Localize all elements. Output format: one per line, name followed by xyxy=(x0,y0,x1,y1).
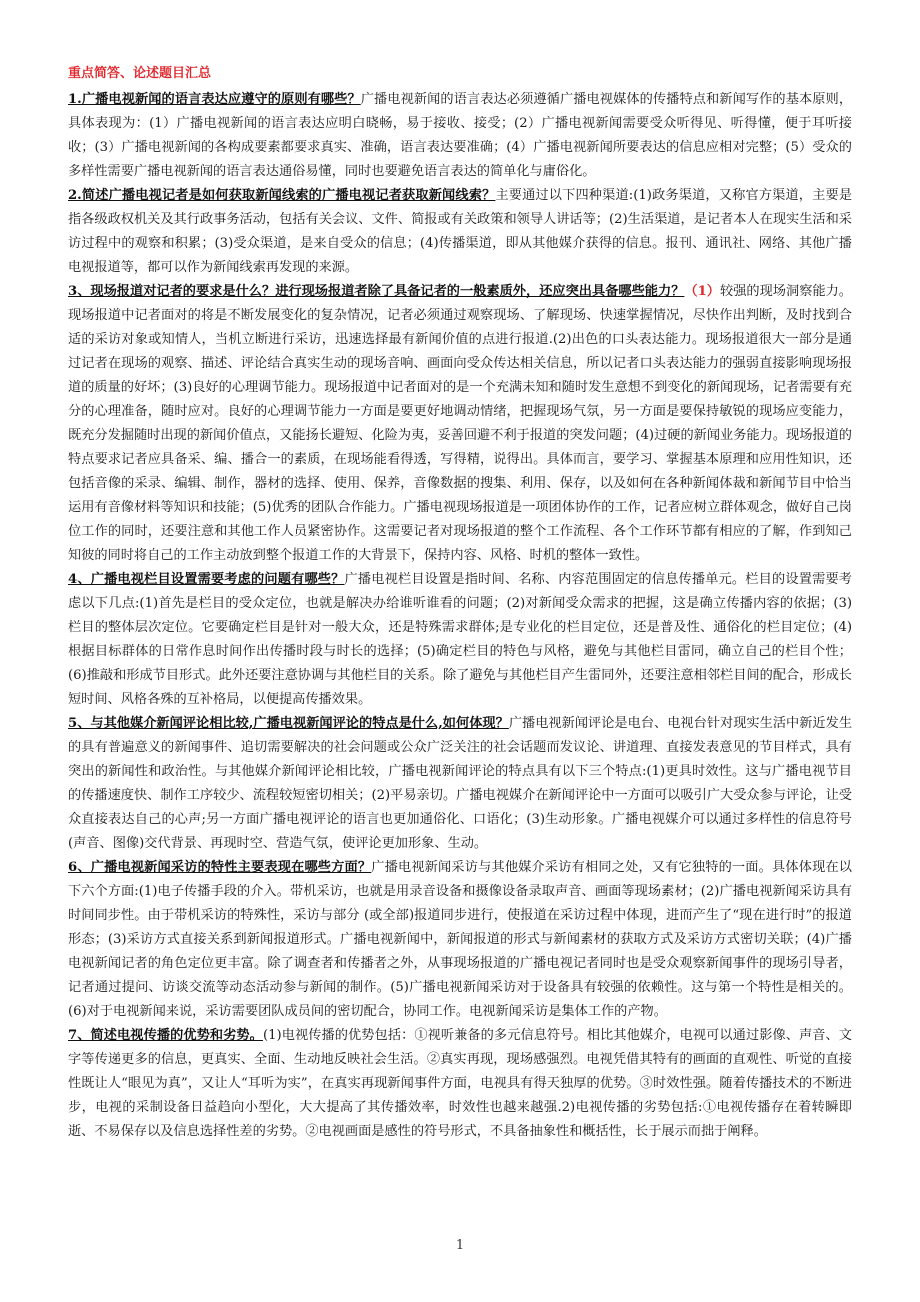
question-5: 5、与其他媒介新闻评论相比较,广播电视新闻评论的特点是什么,如何体现？ xyxy=(68,716,509,731)
answer-6: 广播电视新闻采访与其他媒介采访有相同之处，又有它独特的一面。具体体现在以下六个方面:(1)电子传播手段的介入。带机采访，也就是用录音设备和摄像设备录取声音、画面等现场素材；(2)广播电视新闻采访具有时间同步性。由于带机采访的特殊性，采访与部分 (或全部)报道同步进行，使报道在采访过程中体现，进而产生了“现在进行时”的报道形态；(3)采访方式直接关系到新闻报道形式。广播电视新闻中，新闻报道的形式与新闻素材的获取方式及采访方式密切关联；(4)广播电视新闻记者的角色定位更丰富。除了调查者和传播者之外，从事现场报道的广播电视记者同时也是受众观察新闻事件的现场引导者，记者通过提问、访谈交流等动态活动参与新闻的制作。(5)广播电视新闻采访对于设备具有较强的依赖性。这与第一个特性是相关的。(6)对于电视新闻来说，采访需要团队成员间的密切配合，协同工作。电视新闻采访是集体工作的产物。 xyxy=(68,860,852,1019)
qa-item-2 xyxy=(68,184,852,280)
qa-item-4 xyxy=(68,568,852,712)
qa-item-7 xyxy=(68,1024,852,1144)
question-1: 1.广播电视新闻的语言表达应遵守的原则有哪些？ xyxy=(68,92,361,107)
qa-item-3 xyxy=(68,280,852,568)
question-3: 3、现场报道对记者的要求是什么？进行现场报道者除了具备记者的一般素质外，还应突出具备哪些能力？ xyxy=(68,284,685,299)
answer-4: 广播电视栏目设置是指时间、名称、内容范围固定的信息传播单元。栏目的设置需要考虑以下几点:(1)首先是栏目的受众定位，也就是解决办给谁听谁看的问题；(2)对新闻受众需求的把握，这是确立传播内容的依据；(3)栏目的整体层次定位。它要确定栏目是针对一般大众，还是特殊需求群体;是专业化的栏目定位，还是普及性、通俗化的栏目定位；(4)根据目标群体的日常作息时间作出传播时段与时长的选择；(5)确定栏目的特色与风格，避免与其他栏目雷同，确立自己的栏目个性；(6)推敲和形成节目形式。此外还要注意协调与其他栏目的关系。除了避免与其他栏目产生雷同外，还要注意相邻栏目间的配合，形成长短时间、风格各殊的互补格局，以便提高传播效果。 xyxy=(68,572,852,707)
answer-3-marker: （1） xyxy=(684,284,720,299)
document-body xyxy=(68,62,852,1144)
question-7: 7、简述电视传播的优势和劣势。 xyxy=(68,1028,263,1043)
qa-item-6 xyxy=(68,856,852,1024)
question-6: 6、广播电视新闻采访的特性主要表现在哪些方面？ xyxy=(68,860,372,875)
document-heading: 重点简答、论述题目汇总 xyxy=(68,66,212,81)
answer-3: 较强的现场洞察能力。现场报道中记者面对的将是不断发展变化的复杂情况，记者必须通过观察现场、了解现场、快速掌握情况，尽快作出判断，及时找到合适的采访对象或知情人，当机立断进行采访，迅速选择最有新闻价值的点进行报道.(2)出色的口头表达能力。现场报道很大一部分是通过记者在现场的观察、描述、评论结合真实生动的现场音响、画面向受众传达相关信息，所以记者口头表达能力的强弱直接影响现场报道的质量的好坏；(3)良好的心理调节能力。现场报道中记者面对的是一个充满未知和随时发生意想不到变化的新闻现场，记者需要有充分的心理准备，随时应对。良好的心理调节能力一方面是要更好地调动情绪，把握现场气氛，另一方面是要保持敏锐的现场应变能力，既充分发掘随时出现的新闻价值点，又能扬长避短、化险为夷，妥善回避不利于报道的突发问题；(4)过硬的新闻业务能力。现场报道的特点要求记者应具备采、编、播合一的素质，在现场能看得透，写得精，说得出。具体而言，要学习、掌握基本原理和应用性知识，还包括音像的采录、编辑、制作，器材的选择、使用、保养，音像数据的搜集、利用、保存，以及如何在各种新闻体裁和新闻节目中恰当运用有音像材料等知识和技能；(5)优秀的团队合作能力。广播电视现场报道是一项团体协作的工作，记者应树立群体观念，做好自己岗位工作的同时，还要注意和其他工作人员紧密协作。这需要记者对现场报道的整个工作流程、各个工作环节都有相应的了解，作到知己知彼的同时将自己的工作主动放到整个报道工作的大背景下，保持内容、风格、时机的整体一致性。 xyxy=(68,284,852,563)
answer-5: 广播电视新闻评论是电台、电视台针对现实生活中新近发生的具有普遍意义的新闻事件、追切需要解决的社会问题或公众广泛关注的社会话题而发议论、讲道理、直接发表意见的节目样式，具有突出的新闻性和政治性。与其他媒介新闻评论相比较，广播电视新闻评论的特点具有以下三个特点:(1)更具时效性。这与广播电视节目的传播速度快、制作工序较少、流程较短密切相关；(2)平易亲切。广播电视媒介在新闻评论中一方面可以吸引广大受众参与评论，让受众直接表达自己的心声;另一方面广播电视评论的语言也更加通俗化、口语化；(3)生动形象。广播电视媒介可以通过多样性的信息符号 (声音、图像)交代背景、再现时空、营造气氛，使评论更加形象、生动。 xyxy=(68,716,853,851)
answer-7: (1)电视传播的优势包括：①视听兼备的多元信息符号。相比其他媒介，电视可以通过影像、声音、文字等传递更多的信息，更真实、全面、生动地反映社会生活。②真实再现，现场感强烈。电视凭借其特有的画面的直观性、听觉的直接性既让人“眼见为真”，又让人“耳听为实”，在真实再现新闻事件方面，电视具有得天独厚的优势。③时效性强。随着传播技术的不断进步，电视的采制设备日益趋向小型化，大大提高了其传播效率，时效性也越来越强.2)电视传播的劣势包括:①电视传播存在着转瞬即逝、不易保存以及信息选择性差的劣势。②电视画面是感性的符号形式，不具备抽象性和概括性，长于展示而拙于阐释。 xyxy=(68,1028,852,1139)
qa-item-1 xyxy=(68,88,852,184)
answer-2: 主要通过以下四种渠道:(1)政务渠道，又称官方渠道，主要是指各级政权机关及其行政事务活动，包括有关会议、文件、简报或有关政策和领导人讲话等；(2)生活渠道，是记者本人在现实生活和采访过程中的观察和积累；(3)受众渠道，是来自受众的信息；(4)传播渠道，即从其他媒介获得的信息。报刊、通讯社、网络、其他广播电视报道等，都可以作为新闻线索再发现的来源。 xyxy=(68,188,853,275)
answer-1: 广播电视新闻的语言表达必须遵循广播电视媒体的传播特点和新闻写作的基本原则，具体表现为：(1）广播电视新闻的语言表达应明白晓畅，易于接收、接受；(2）广播电视新闻需要受众听得见、听得懂，便于耳听接收；(3）广播电视新闻的各构成要素都要求真实、准确，语言表达要准确；(4）广播电视新闻所要表达的信息应相对完整；(5）受众的多样性需要广播电视新闻的语言表达通俗易懂，同时也要避免语言表达的简单化与庸俗化。 xyxy=(68,92,853,179)
question-4: 4、广播电视栏目设置需要考虑的问题有哪些？ xyxy=(68,572,345,587)
question-2: 2.简述广播电视记者是如何获取新闻线索的广播电视记者获取新闻线索？ xyxy=(68,188,496,203)
page-number: 1 xyxy=(455,1238,465,1253)
qa-item-5 xyxy=(68,712,852,856)
